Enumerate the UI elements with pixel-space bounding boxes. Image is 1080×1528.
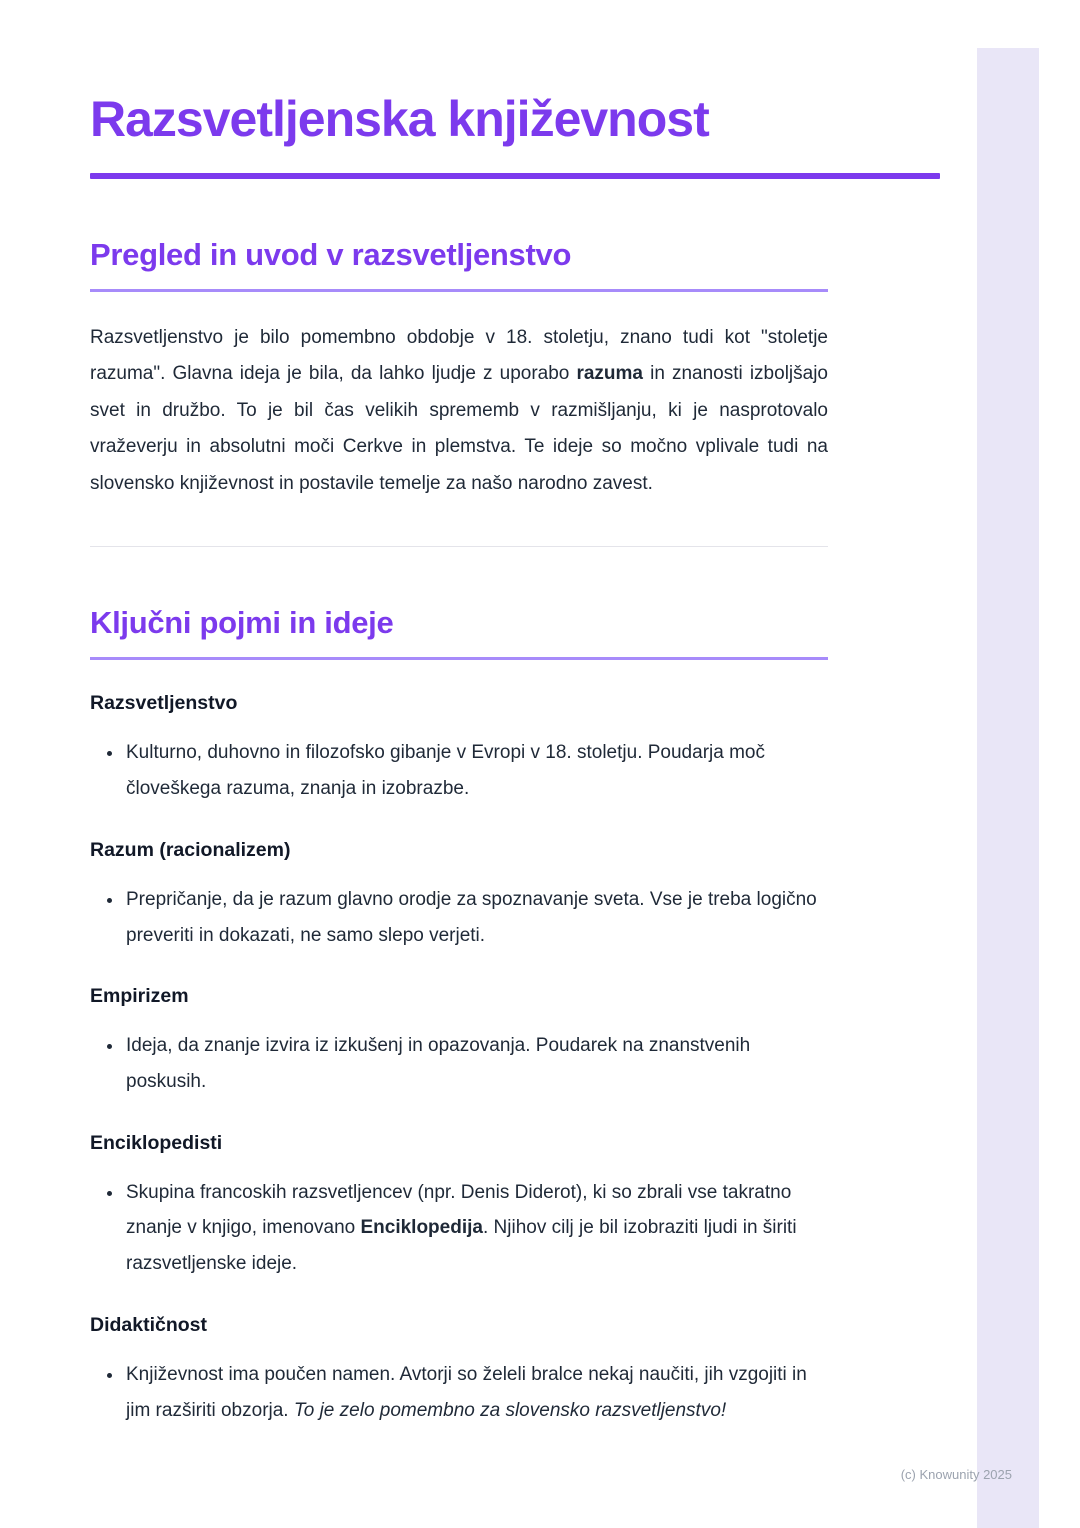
concept-block-didakticnost	[90, 1314, 828, 1428]
section-heading-concepts: Ključni pojmi in ideje	[90, 605, 828, 660]
bullet-text: Ideja, da znanje izvira iz izkušenj in opazovanja. Poudarek na znanstvenih poskusih.	[126, 1035, 751, 1092]
bullet-text: Skupina francoskih razsvetljencev (npr. Denis Diderot), ki so zbrali vse takratno znanje v knjigo, imenovano	[126, 1181, 792, 1239]
bullet-text-italic: To je zelo pomembno za slovensko razsvetljenstvo!	[293, 1399, 727, 1421]
intro-paragraph	[90, 320, 828, 502]
bullet-text: Kulturno, duhovno in filozofsko gibanje v Evropi v 18. stoletju. Poudarja moč človeškega razuma, znanja in izobrazbe.	[126, 742, 765, 800]
concept-bullet	[124, 735, 828, 806]
intro-text-part1: Razsvetljenstvo je bilo pomembno obdobje v 18. stoletju, znano tudi kot "stoletje razuma". Glavna ideja je bila, da lahko ljudje z uporabo	[90, 327, 828, 385]
concept-term: Razsvetljenstvo	[90, 692, 238, 715]
concept-bullet	[124, 1175, 828, 1282]
concept-term: Enciklopedisti	[90, 1131, 223, 1154]
section-concepts	[90, 605, 828, 1428]
intro-text-bold: razuma	[576, 363, 643, 385]
section-overview	[90, 237, 828, 502]
concept-bullet	[124, 1357, 828, 1428]
intro-text-part2: in znanosti izboljšajo svet in družbo. To je bil čas velikih sprememb v razmišljanju, ki je nasprotovalo vraževerju in absolutni moči Cerkve in plemstva. Te ideje so močno vplivale tudi na slovensko književnost in postavile temelje za našo narodno zavest.	[90, 363, 828, 494]
bullet-text: . Njihov cilj je bil izobraziti ljudi in širiti razsvetljenske ideje.	[126, 1217, 797, 1275]
bullet-text: Prepričanje, da je razum glavno orodje za spoznavanje sveta. Vse je treba logično preveriti in dokazati, ne samo slepo verjeti.	[126, 888, 817, 946]
concept-term: Empirizem	[90, 985, 189, 1008]
concept-block-empirizem	[90, 985, 828, 1099]
concept-bullet	[124, 882, 828, 953]
title-rule	[90, 173, 940, 179]
footer-credit: (c) Knowunity 2025	[900, 1467, 1012, 1482]
concept-block-razsvetljenstvo	[90, 692, 828, 806]
section-divider	[90, 546, 828, 547]
concept-bullet	[124, 1028, 828, 1099]
concept-bullets	[90, 735, 828, 806]
section-heading-overview: Pregled in uvod v razsvetljenstvo	[90, 237, 828, 292]
bullet-text: Književnost ima poučen namen. Avtorji so želeli bralce nekaj naučiti, jih vzgojiti in jim razširiti obzorja.	[126, 1363, 807, 1421]
concept-bullets	[90, 1175, 828, 1282]
concept-bullets	[90, 1357, 828, 1428]
concept-term: Didaktičnost	[90, 1313, 208, 1336]
concept-block-razum	[90, 839, 828, 953]
document-content	[90, 0, 828, 1428]
concept-term: Razum (racionalizem)	[90, 838, 291, 861]
page-title: Razsvetljenska književnost	[90, 91, 709, 147]
bullet-text-bold: Enciklopedija	[360, 1217, 483, 1239]
concept-bullets	[90, 882, 828, 953]
concept-block-enciklopedisti	[90, 1132, 828, 1282]
side-strip	[977, 48, 1039, 1528]
concept-bullets	[90, 1028, 828, 1099]
